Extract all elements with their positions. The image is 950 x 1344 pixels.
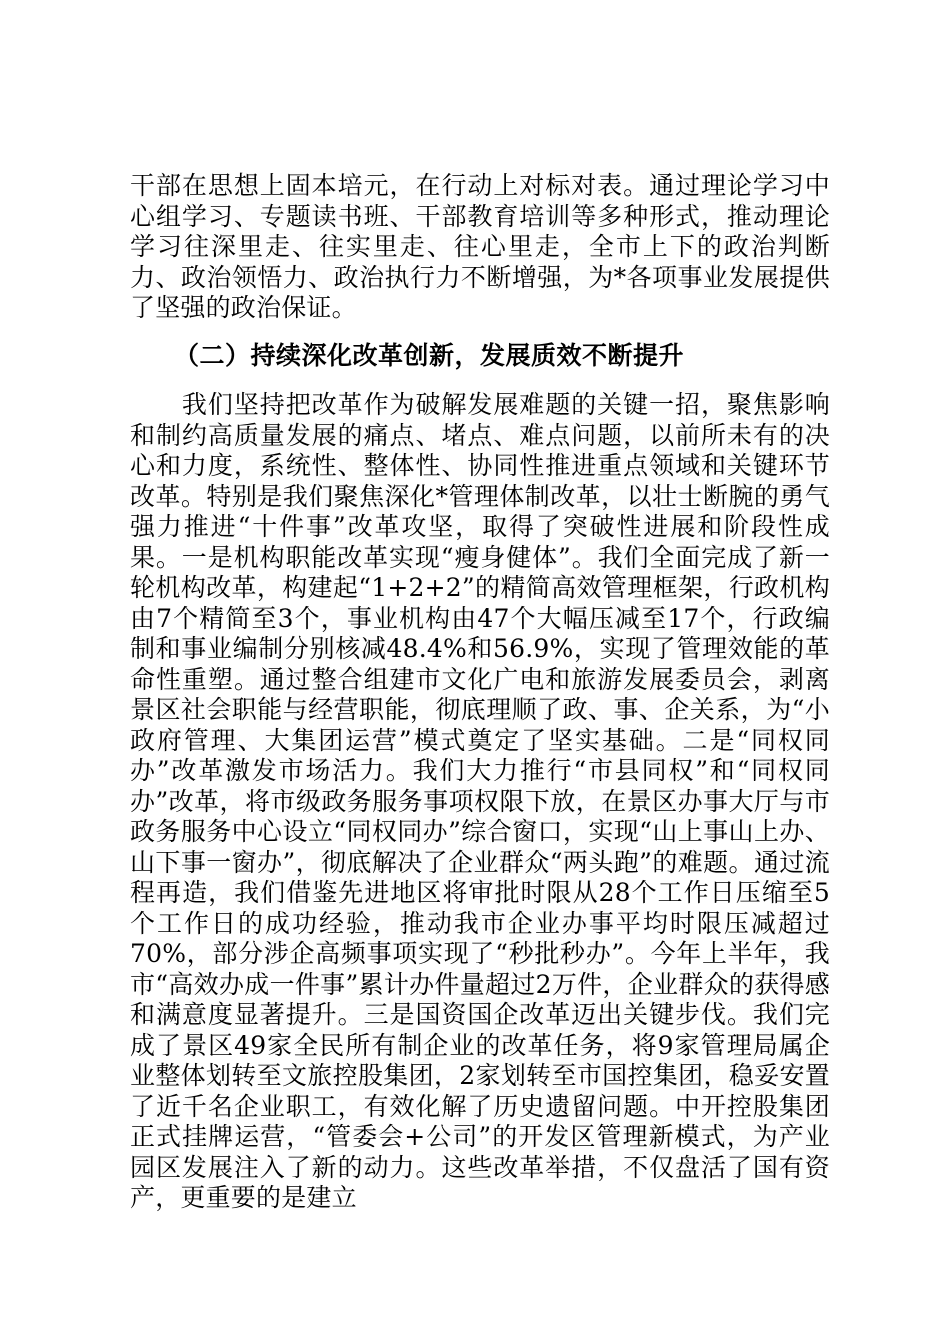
body-paragraph: 干部在思想上固本培元，在行动上对标对表。通过理论学习中心组学习、专题读书班、干部教育培训等多种形式，推动理论学习往深里走、往实里走、往心里走，全市上下的政治判断力、政治领悟力、政治执行力不断增强，为*各项事业发展提供了坚强的政治保证。 <box>130 171 830 322</box>
section-heading: （二）持续深化改革创新，发展质效不断提升 <box>174 341 685 370</box>
body-paragraph: 我们坚持把改革作为破解发展难题的关键一招，聚焦影响和制约高质量发展的痛点、堵点、难点问题，以前所未有的决心和力度，系统性、整体性、协同性推进重点领域和关键环节改革。特别是我们聚焦深化*管理体制改革，以壮士断腕的勇气强力推进“十件事”改革攻坚，取得了突破性进展和阶段性成果。一是机构职能改革实现“瘦身健体”。我们全面完成了新一轮机构改革，构建起“1+2+2”的精简高效管理框架，行政机构由7个精简至3个，事业机构由47个大幅压减至17个，行政编制和事业编制分别核减48.4%和56.9%，实现了管理效能的革命性重塑。通过整合组建市文化广电和旅游发展委员会，剥离景区社会职能与经营职能，彻底理顺了政、事、企关系，为“小政府管理、大集团运营”模式奠定了坚实基础。二是“同权同办”改革激发市场活力。我们大力推行“市县同权”和“同权同办”改革，将市级政务服务事项权限下放，在景区办事大厅与市政务服务中心设立“同权同办”综合窗口，实现“山上事山上办、山下事一窗办”，彻底解决了企业群众“两头跑”的难题。通过流程再造，我们借鉴先进地区将审批时限从28个工作日压缩至5个工作日的成功经验，推动我市企业办事平均时限压减超过70%，部分涉企高频事项实现了“秒批秒办”。今年上半年，我市“高效办成一件事”累计办件量超过2万件，企业群众的获得感和满意度显著提升。三是国资国企改革迈出关键步伐。我们完成了景区49家全民所有制企业的改革任务，将9家管理局属企业整体划转至文旅控股集团，2家划转至市国控集团，稳妥安置了近千名企业职工，有效化解了历史遗留问题。中开控股集团正式挂牌运营，“管委会+公司”的开发区管理新模式，为产业园区发展注入了新的动力。这些改革举措，不仅盘活了国有资产，更重要的是建立 <box>130 390 830 1212</box>
